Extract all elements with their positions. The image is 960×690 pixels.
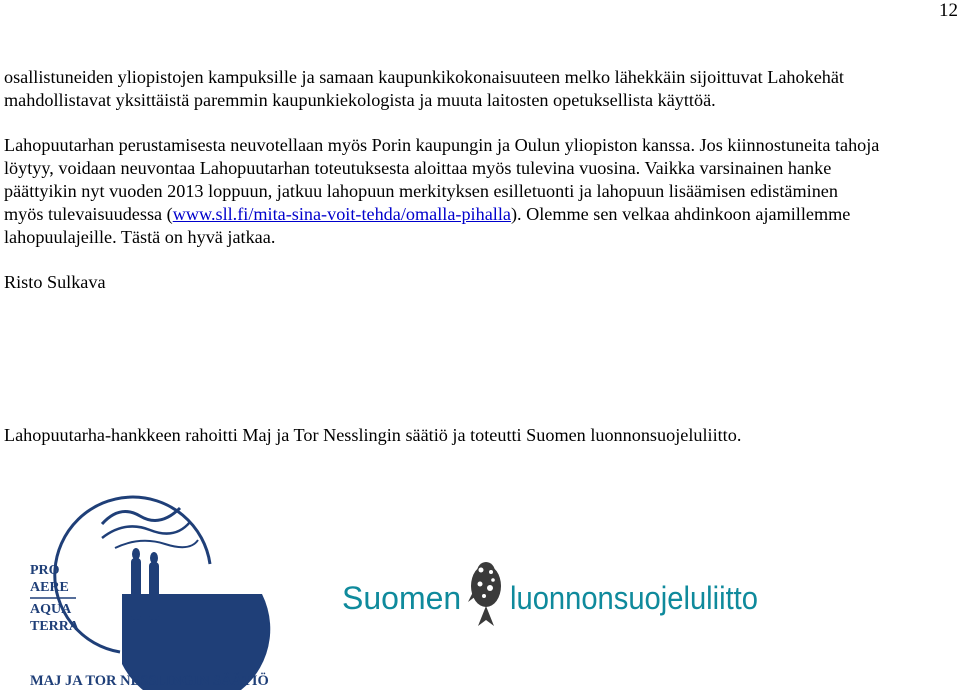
snl-logo-text-luonnonsuojeluliitto: luonnonsuojeluliitto: [510, 580, 758, 616]
logo-area: [0, 490, 960, 690]
nessling-motto-pro: PRO: [30, 563, 60, 578]
paragraph-line-with-link: [4, 203, 958, 226]
paragraph-line: osallistuneiden yliopistojen kampuksille ja samaan kaupunkikokonaisuuteen melko lähekkäin sijoittuvat Lahokehät: [4, 67, 844, 87]
signature: Risto Sulkava: [4, 272, 106, 292]
snl-logo-text-suomen: Suomen: [342, 580, 462, 616]
text-before-link: myös tulevaisuudessa (: [4, 204, 173, 224]
nessling-motto-aere: AERE: [30, 580, 69, 595]
paragraph-line: Lahopuutarhan perustamisesta neuvotellaan myös Porin kaupungin ja Oulun yliopiston kanssa. Jos kiinnostuneita tahoja: [4, 135, 880, 155]
nessling-motto-aqua: AQUA: [30, 602, 72, 617]
nessling-motto-terra: TERRA: [30, 619, 80, 634]
paragraph-line: löytyy, voidaan neuvontaa Lahopuutarhan toteutuksesta aloittaa myös tulevina vuosina. Vaikka varsinainen hanke: [4, 158, 832, 178]
funding-statement: Lahopuutarha-hankkeen rahoitti Maj ja Tor Nesslingin säätiö ja toteutti Suomen luonnonsuojeluliitto.: [4, 425, 742, 445]
nessling-figure-body-right: [149, 562, 159, 620]
nessling-wave-3: [115, 540, 198, 548]
text-after-link: ). Olemme sen velkaa ahdinkoon ajamillemme: [510, 204, 851, 224]
page-number: 12: [939, 0, 958, 21]
document-body: [4, 66, 958, 447]
nessling-wave-1: [102, 508, 180, 524]
nessling-foundation-name: MAJ JA TOR NESSLINGIN SÄÄTIÖ: [30, 673, 269, 689]
nessling-figure-body-left: [131, 558, 141, 620]
paragraph-line: päättyikin nyt vuoden 2013 loppuun, jatkuu lahopuun merkityksen esilletuonti ja lahopuun lisäämisen edistäminen: [4, 181, 838, 201]
seal-icon: [468, 562, 501, 626]
sll-omalla-pihalla-link[interactable]: www.sll.fi/mita-sina-voit-tehda/omalla-pihalla: [172, 204, 511, 224]
paragraph-line: mahdollistavat yksittäistä paremmin kaupunkiekologista ja muuta laitosten opetuksellista käyttöä.: [4, 90, 716, 110]
nessling-foundation-logo: [30, 494, 280, 690]
snl-logo: [342, 554, 762, 644]
nessling-wave-2: [102, 522, 190, 538]
paragraph-line: lahopuulajeille. Tästä on hyvä jatkaa.: [4, 227, 276, 247]
